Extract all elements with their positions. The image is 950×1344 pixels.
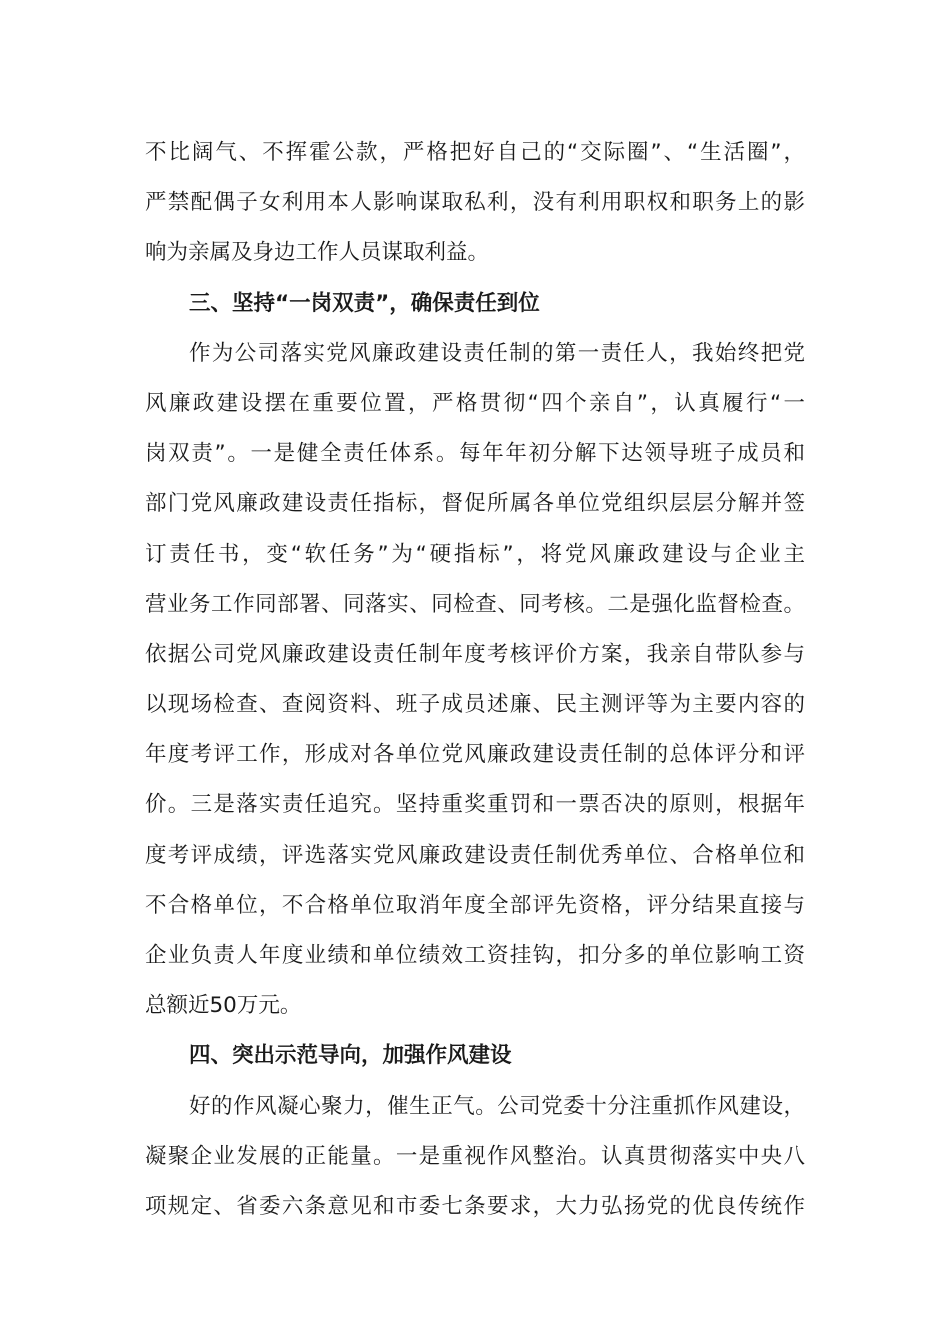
paragraph-line: 价。三是落实责任追究。坚持重奖重罚和一票否决的原则，根据年 [145,792,805,818]
paragraph-line: 作为公司落实党风廉政建设责任制的第一责任人，我始终把党 [189,340,805,366]
paragraph-line: 营业务工作同部署、同落实、同检查、同考核。二是强化监督检查。 [145,591,805,617]
paragraph-line: 总额近50万元。 [145,993,302,1019]
paragraph-line: 部门党风廉政建设责任指标，督促所属各单位党组织层层分解并签 [145,491,805,517]
paragraph-line: 不比阔气、不挥霍公款，严格把好自己的“交际圈”、“生活圈”， [145,140,805,165]
paragraph-line: 度考评成绩，评选落实党风廉政建设责任制优秀单位、合格单位和 [145,842,805,868]
paragraph-line: 企业负责人年度业绩和单位绩效工资挂钩，扣分多的单位影响工资 [145,943,805,968]
paragraph-line: 岗双责”。一是健全责任体系。每年年初分解下达领导班子成员和 [145,441,805,467]
paragraph-line: 不合格单位，不合格单位取消年度全部评先资格，评分结果直接与 [145,892,805,918]
paragraph-line: 年度考评工作，形成对各单位党风廉政建设责任制的总体评分和评 [145,742,805,768]
paragraph-line: 风廉政建设摆在重要位置，严格贯彻“四个亲自”，认真履行“一 [145,390,805,416]
paragraph-line: 项规定、省委六条意见和市委七条要求，大力弘扬党的优良传统作 [145,1193,805,1219]
paragraph-line: 响为亲属及身边工作人员谋取利益。 [145,240,490,266]
paragraph-line: 以现场检查、查阅资料、班子成员述廉、民主测评等为主要内容的 [145,692,805,718]
section-heading: 四、突出示范导向，加强作风建设 [189,1043,512,1069]
paragraph-line: 依据公司党风廉政建设责任制年度考核评价方案，我亲自带队参与 [145,641,805,667]
paragraph-line: 严禁配偶子女利用本人影响谋取私利，没有利用职权和职务上的影 [145,190,805,216]
paragraph-line: 凝聚企业发展的正能量。一是重视作风整治。认真贯彻落实中央八 [145,1143,805,1169]
document-body [145,128,805,1232]
paragraph-line: 好的作风凝心聚力，催生正气。公司党委十分注重抓作风建设， [189,1093,805,1119]
paragraph-line: 订责任书，变“软任务”为“硬指标”，将党风廉政建设与企业主 [145,541,805,567]
section-heading: 三、坚持“一岗双责”，确保责任到位 [189,290,540,316]
